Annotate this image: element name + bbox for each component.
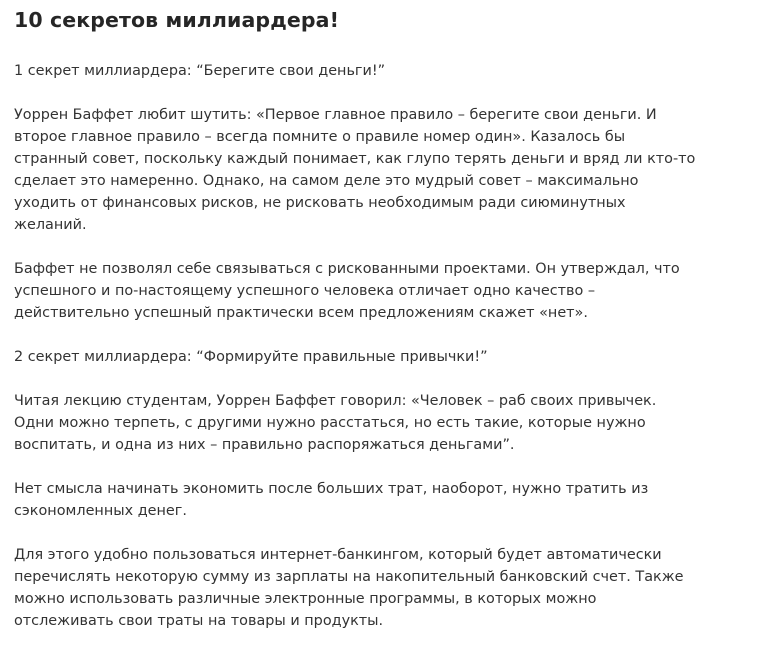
text-line: сэкономленных денег.: [14, 503, 187, 519]
text-line: 2 секрет миллиардера: “Формируйте правильные привычки!”: [14, 349, 488, 365]
text-line: воспитать, и одна из них – правильно распоряжаться деньгами”.: [14, 437, 515, 453]
paragraph: [14, 258, 754, 324]
paragraph: [14, 544, 754, 632]
article: [14, 6, 754, 632]
text-line: сделает это намеренно. Однако, на самом деле это мудрый совет – максимально: [14, 173, 639, 189]
text-line: можно использовать различные электронные программы, в которых можно: [14, 591, 597, 607]
paragraph: [14, 390, 754, 456]
text-line: 1 секрет миллиардера: “Берегите свои деньги!”: [14, 63, 386, 79]
text-line: успешного и по-настоящему успешного человека отличает одно качество –: [14, 283, 596, 299]
text-line: перечислять некоторую сумму из зарплаты на накопительный банковский счет. Также: [14, 569, 684, 585]
text-line: отслеживать свои траты на товары и продукты.: [14, 613, 384, 629]
text-line: странный совет, поскольку каждый понимает, как глупо терять деньги и вряд ли кто-то: [14, 151, 696, 167]
article-title: 10 секретов миллиардера!: [14, 8, 340, 32]
secret-2-heading: [14, 346, 754, 368]
text-line: Для этого удобно пользоваться интернет-банкингом, который будет автоматически: [14, 547, 662, 563]
text-line: второе главное правило – всегда помните о правиле номер один». Казалось бы: [14, 129, 626, 145]
secret-1-heading: [14, 60, 754, 82]
text-line: Нет смысла начинать экономить после больших трат, наоборот, нужно тратить из: [14, 481, 649, 497]
text-line: желаний.: [14, 217, 87, 233]
text-line: уходить от финансовых рисков, не рисковать необходимым ради сиюминутных: [14, 195, 626, 211]
paragraph: [14, 104, 754, 236]
text-line: Одни можно терпеть, с другими нужно расстаться, но есть такие, которые нужно: [14, 415, 646, 431]
paragraph: [14, 478, 754, 522]
text-line: Баффет не позволял себе связываться с рискованными проектами. Он утверждал, что: [14, 261, 680, 277]
text-line: Уоррен Баффет любит шутить: «Первое главное правило – берегите свои деньги. И: [14, 107, 657, 123]
text-line: действительно успешный практически всем предложениям скажет «нет».: [14, 305, 588, 321]
text-line: Читая лекцию студентам, Уоррен Баффет говорил: «Человек – раб своих привычек.: [14, 393, 657, 409]
